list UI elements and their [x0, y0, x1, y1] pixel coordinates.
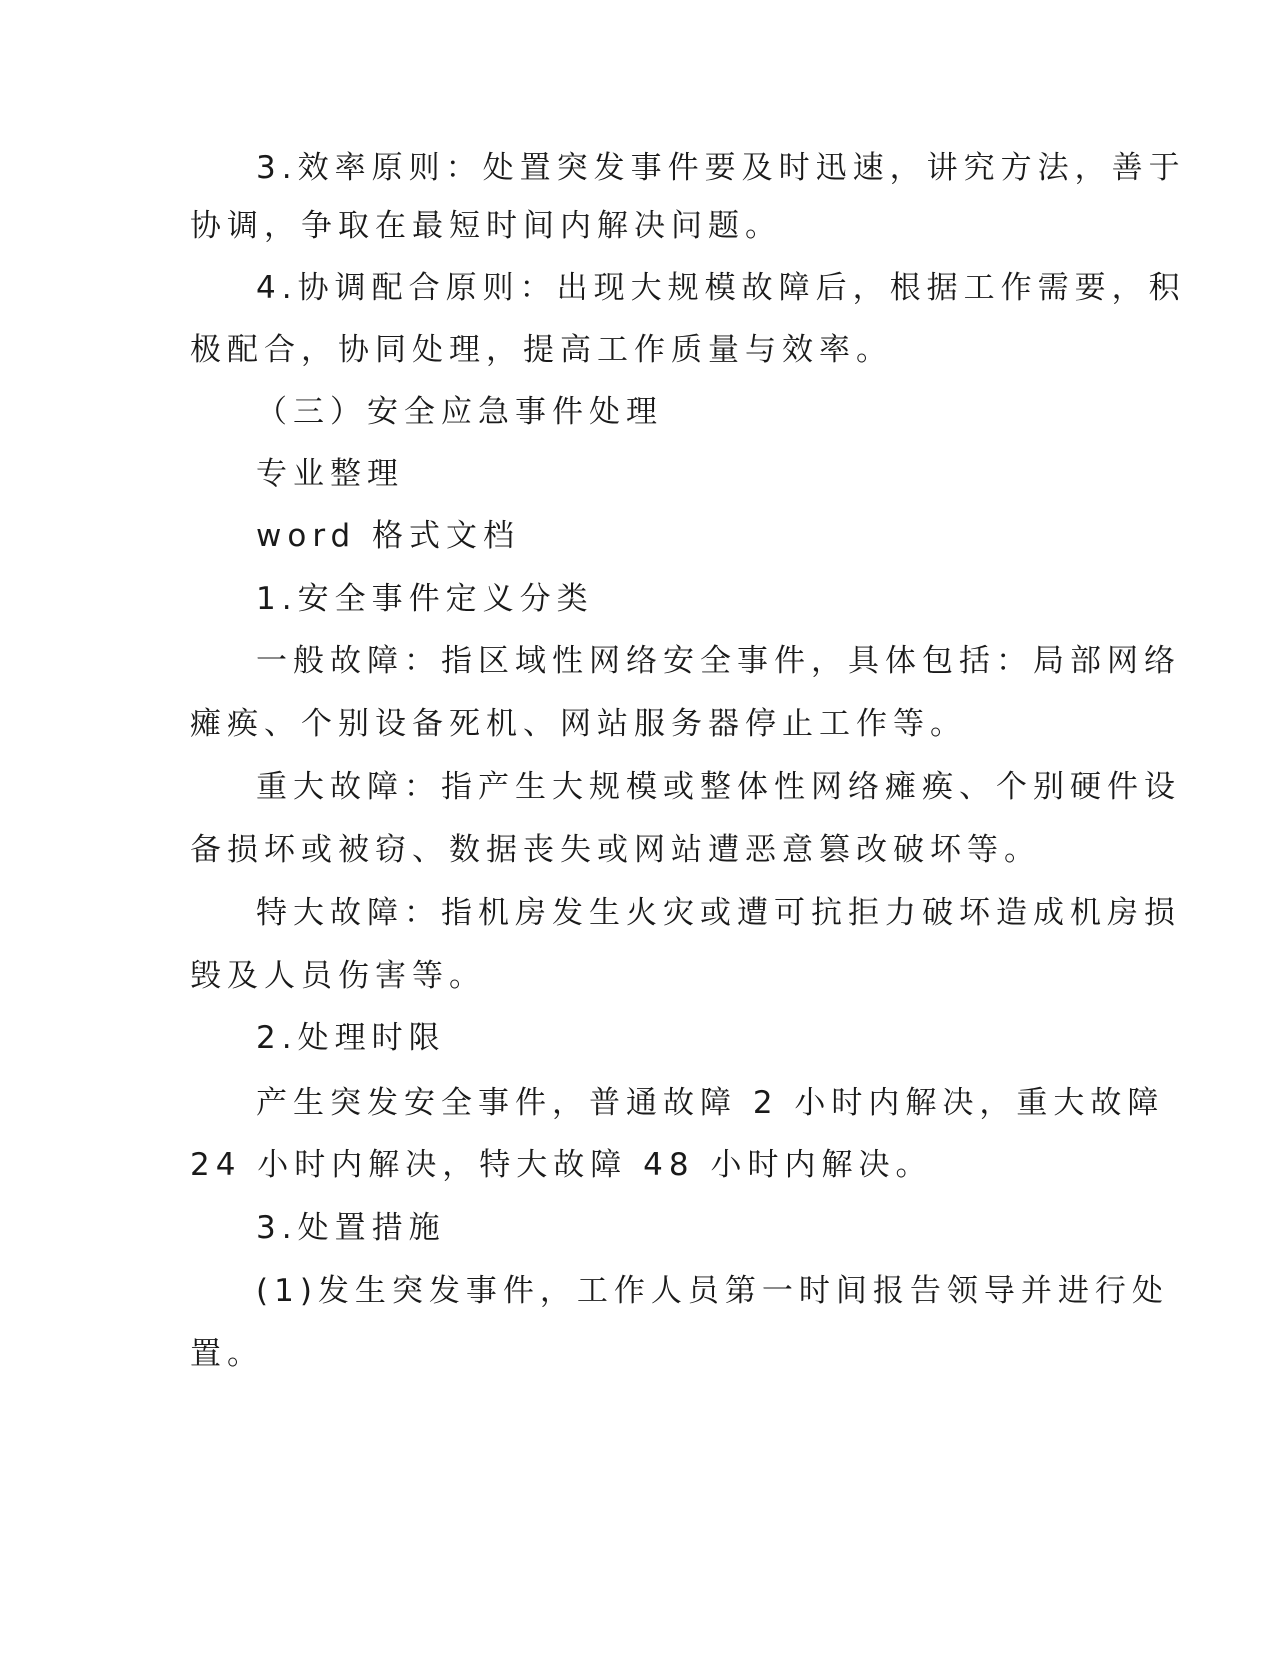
subheading-handling-time-limit: 2.处理时限 — [256, 1020, 446, 1056]
paragraph-general-fault-line-2: 瘫痪、个别设备死机、网站服务器停止工作等。 — [190, 706, 967, 742]
paragraph-time-limit-line-2: 24 小时内解决，特大故障 48 小时内解决。 — [190, 1147, 933, 1183]
paragraph-coordination-principle-line-1: 4.协调配合原则：出现大规模故障后，根据工作需要，积 — [256, 270, 1186, 306]
paragraph-major-fault-line-1: 重大故障：指产生大规模或整体性网络瘫痪、个别硬件设 — [256, 769, 1181, 805]
paragraph-time-limit-line-1: 产生突发安全事件，普通故障 2 小时内解决，重大故障 — [256, 1085, 1165, 1121]
paragraph-critical-fault-line-1: 特大故障：指机房发生火灾或遭可抗拒力破坏造成机房损 — [256, 895, 1181, 931]
section-heading-security-incident: （三）安全应急事件处理 — [256, 394, 663, 430]
header-note-word-format: word 格式文档 — [256, 518, 521, 554]
subheading-incident-classification: 1.安全事件定义分类 — [256, 581, 594, 617]
paragraph-efficiency-principle-line-2: 协调，争取在最短时间内解决问题。 — [190, 208, 782, 244]
paragraph-critical-fault-line-2: 毁及人员伤害等。 — [190, 958, 486, 994]
paragraph-coordination-principle-line-2: 极配合，协同处理，提高工作质量与效率。 — [190, 332, 893, 368]
paragraph-measure-1-line-1: (1)发生突发事件，工作人员第一时间报告领导并进行处 — [256, 1273, 1169, 1309]
paragraph-efficiency-principle-line-1: 3.效率原则：处置突发事件要及时迅速，讲究方法，善于 — [256, 150, 1186, 186]
paragraph-measure-1-line-2: 置。 — [190, 1336, 264, 1372]
subheading-handling-measures: 3.处置措施 — [256, 1210, 446, 1246]
paragraph-general-fault-line-1: 一般故障：指区域性网络安全事件，具体包括：局部网络 — [256, 643, 1181, 679]
header-note-professional: 专业整理 — [256, 456, 404, 492]
paragraph-major-fault-line-2: 备损坏或被窃、数据丧失或网站遭恶意篡改破坏等。 — [190, 832, 1041, 868]
